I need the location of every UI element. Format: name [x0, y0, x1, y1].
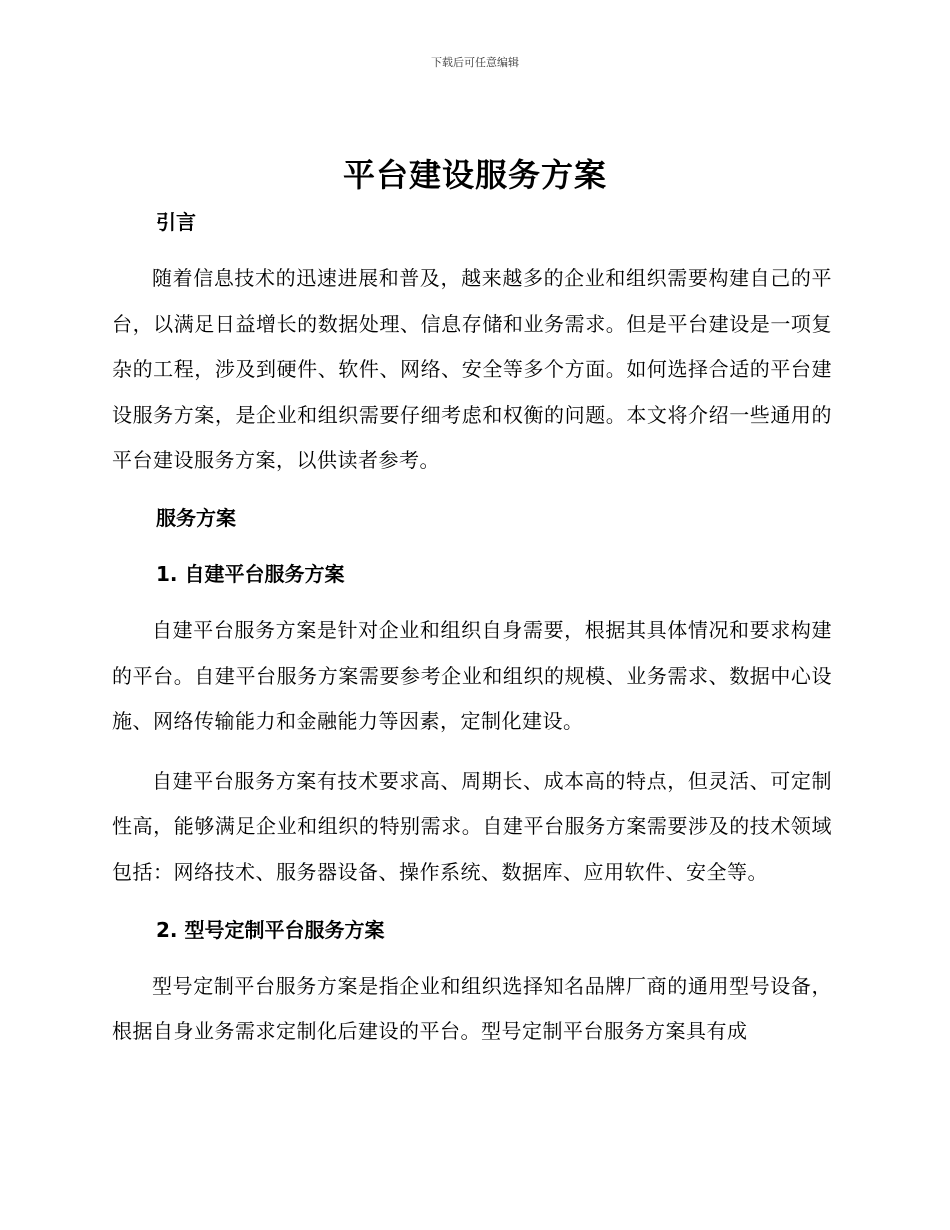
service-heading: 服务方案: [156, 505, 236, 530]
section-1-heading: 1. 自建平台服务方案: [156, 561, 345, 586]
section-1-paragraph-1: 自建平台服务方案是针对企业和组织自身需要，根据其具体情况和要求构建的平台。自建平台服务方案需要参考企业和组织的规模、业务需求、数据中心设施、网络传输能力和金融能力等因素，定制化建设。: [112, 617, 832, 734]
section-2-heading: 2. 型号定制平台服务方案: [156, 917, 385, 942]
intro-paragraph: 随着信息技术的迅速进展和普及，越来越多的企业和组织需要构建自己的平台，以满足日益增长的数据处理、信息存储和业务需求。但是平台建设是一项复杂的工程，涉及到硬件、软件、网络、安全等多个方面。如何选择合适的平台建设服务方案，是企业和组织需要仔细考虑和权衡的问题。本文将介绍一些通用的平台建设服务方案，以供读者参考。: [112, 266, 832, 473]
section-2-paragraph-1: 型号定制平台服务方案是指企业和组织选择知名品牌厂商的通用型号设备，根据自身业务需求定制化后建设的平台。型号定制平台服务方案具有成: [112, 973, 832, 1044]
page-header-note: 下载后可任意编辑: [431, 56, 519, 69]
section-1-paragraph-2: 自建平台服务方案有技术要求高、周期长、成本高的特点，但灵活、可定制性高，能够满足企业和组织的特别需求。自建平台服务方案需要涉及的技术领域包括：网络技术、服务器设备、操作系统、数据库、应用软件、安全等。: [112, 768, 832, 884]
document-body: [112, 200, 832, 1055]
document-title: 平台建设服务方案: [342, 156, 607, 194]
intro-heading: 引言: [156, 210, 196, 234]
